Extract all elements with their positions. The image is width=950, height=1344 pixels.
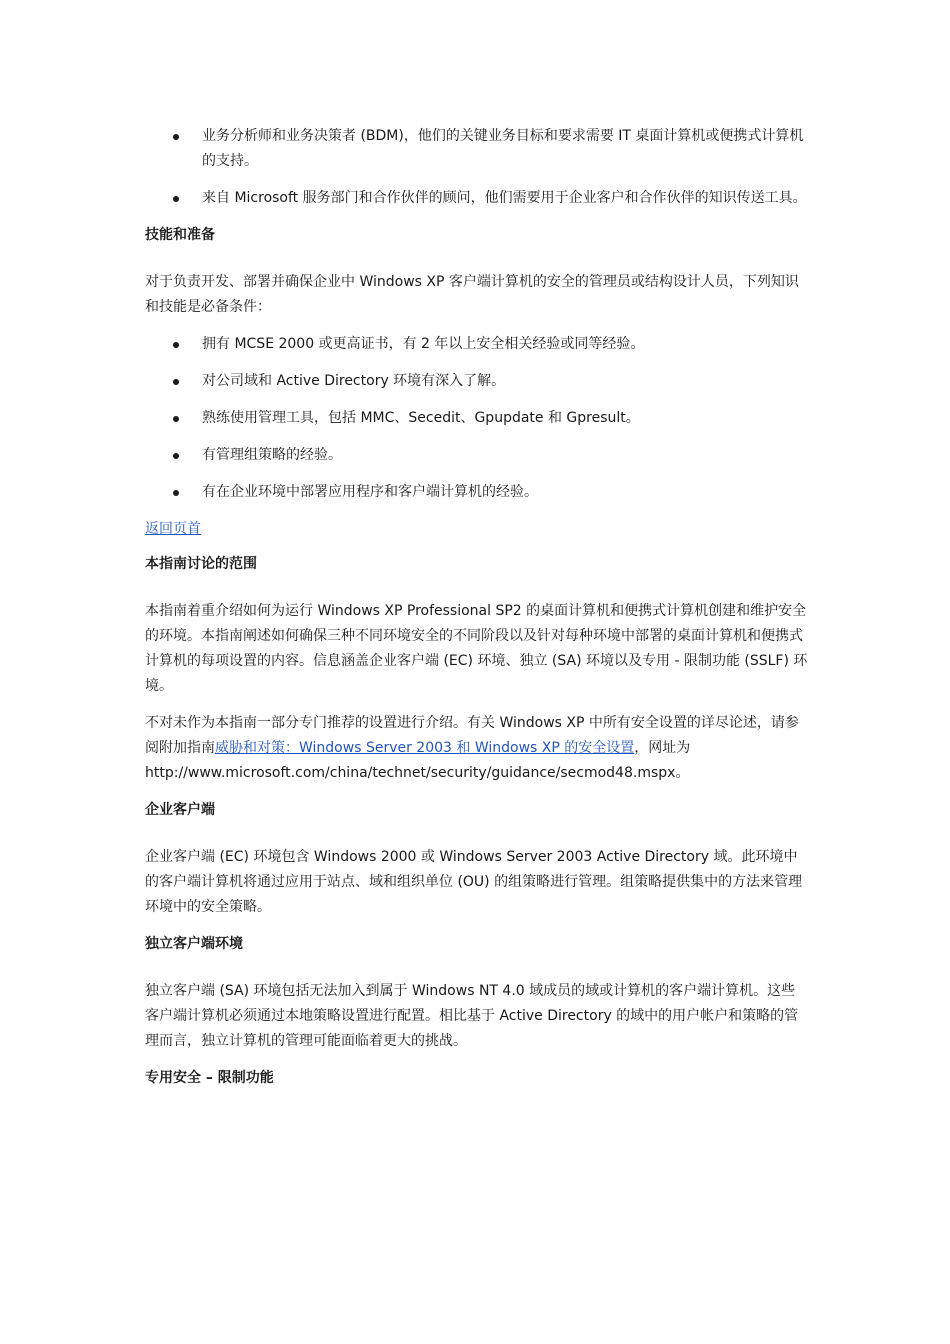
bullet-icon [173, 379, 179, 385]
list-item [145, 443, 809, 468]
ec-paragraph: 企业客户端 (EC) 环境包含 Windows 2000 或 Windows Server 2003 Active Directory 域。此环境中的客户端计算机将通过应用于站点、域和组织单位 (OU) 的组策略进行管理。组策略提供集中的方法来管理环境中的安全策略。 [145, 849, 803, 915]
list-item-text: 来自 Microsoft 服务部门和合作伙伴的顾问，他们需要用于企业客户和合作伙伴的知识传送工具。 [202, 190, 807, 206]
guidance-url: http://www.microsoft.com/china/technet/security/guidance/secmod48.mspx [145, 765, 676, 781]
sa-paragraph: 独立客户端 (SA) 环境包括无法加入到属于 Windows NT 4.0 域成员的域或计算机的客户端计算机。这些客户端计算机必须通过本地策略设置进行配置。相比基于 Active Directory 的域中的用户帐户和策略的管理而言，独立计算机的管理可能面临着更大的挑战。 [145, 983, 799, 1049]
list-item-text: 熟练使用管理工具，包括 MMC、Secedit、Gpupdate 和 Gpresult。 [202, 410, 640, 426]
bullet-icon [173, 416, 179, 422]
list-item [145, 369, 809, 394]
list-item [145, 186, 809, 211]
list-item-text: 业务分析师和业务决策者 (BDM)，他们的关键业务目标和要求需要 IT 桌面计算机或便携式计算机的支持。 [202, 128, 804, 169]
scope-heading: 本指南讨论的范围 [145, 556, 257, 572]
bullet-icon [173, 196, 179, 202]
audience-list [145, 124, 809, 211]
scope-text-end: 。 [675, 765, 690, 781]
scope-paragraph-1: 本指南着重介绍如何为运行 Windows XP Professional SP2 的桌面计算机和便携式计算机创建和维护安全的环境。本指南阐述如何确保三种不同环境安全的不同阶段以及针对每种环境中部署的桌面计算机和便携式计算机的每项设置的内容。信息涵盖企业客户端 (EC) 环境、独立 (SA) 环境以及专用 - 限制功能 (SSLF) 环境。 [145, 603, 808, 694]
list-item [145, 480, 809, 505]
sslf-heading: 专用安全 – 限制功能 [145, 1070, 274, 1086]
document-page [145, 124, 809, 1113]
bullet-icon [173, 342, 179, 348]
list-item [145, 124, 809, 174]
skills-intro: 对于负责开发、部署并确保企业中 Windows XP 客户端计算机的安全的管理员或结构设计人员，下列知识和技能是必备条件： [145, 274, 799, 315]
threats-countermeasures-link[interactable]: 威胁和对策：Windows Server 2003 和 Windows XP 的安全设置 [215, 740, 635, 756]
list-item-text: 对公司域和 Active Directory 环境有深入了解。 [202, 373, 506, 389]
list-item-text: 拥有 MCSE 2000 或更高证书，有 2 年以上安全相关经验或同等经验。 [202, 336, 645, 352]
skills-list [145, 332, 809, 505]
scope-text-mid: ，网址为 [634, 740, 691, 756]
list-item-text: 有在企业环境中部署应用程序和客户端计算机的经验。 [202, 484, 538, 500]
list-item-text: 有管理组策略的经验。 [202, 447, 342, 463]
bullet-icon [173, 134, 179, 140]
scope-paragraph-2 [145, 711, 809, 786]
scope-text-before: 不对未作为本指南一部分专门推荐的设置进行介绍。有关 Windows XP 中所有安全设置的详尽论述，请参阅附加指南 [145, 715, 799, 756]
list-item [145, 332, 809, 357]
ec-heading: 企业客户端 [145, 802, 215, 818]
bullet-icon [173, 490, 179, 496]
list-item [145, 406, 809, 431]
back-to-top-link[interactable]: 返回页首 [145, 521, 201, 537]
skills-heading: 技能和准备 [145, 227, 215, 243]
bullet-icon [173, 453, 179, 459]
sa-heading: 独立客户端环境 [145, 936, 243, 952]
